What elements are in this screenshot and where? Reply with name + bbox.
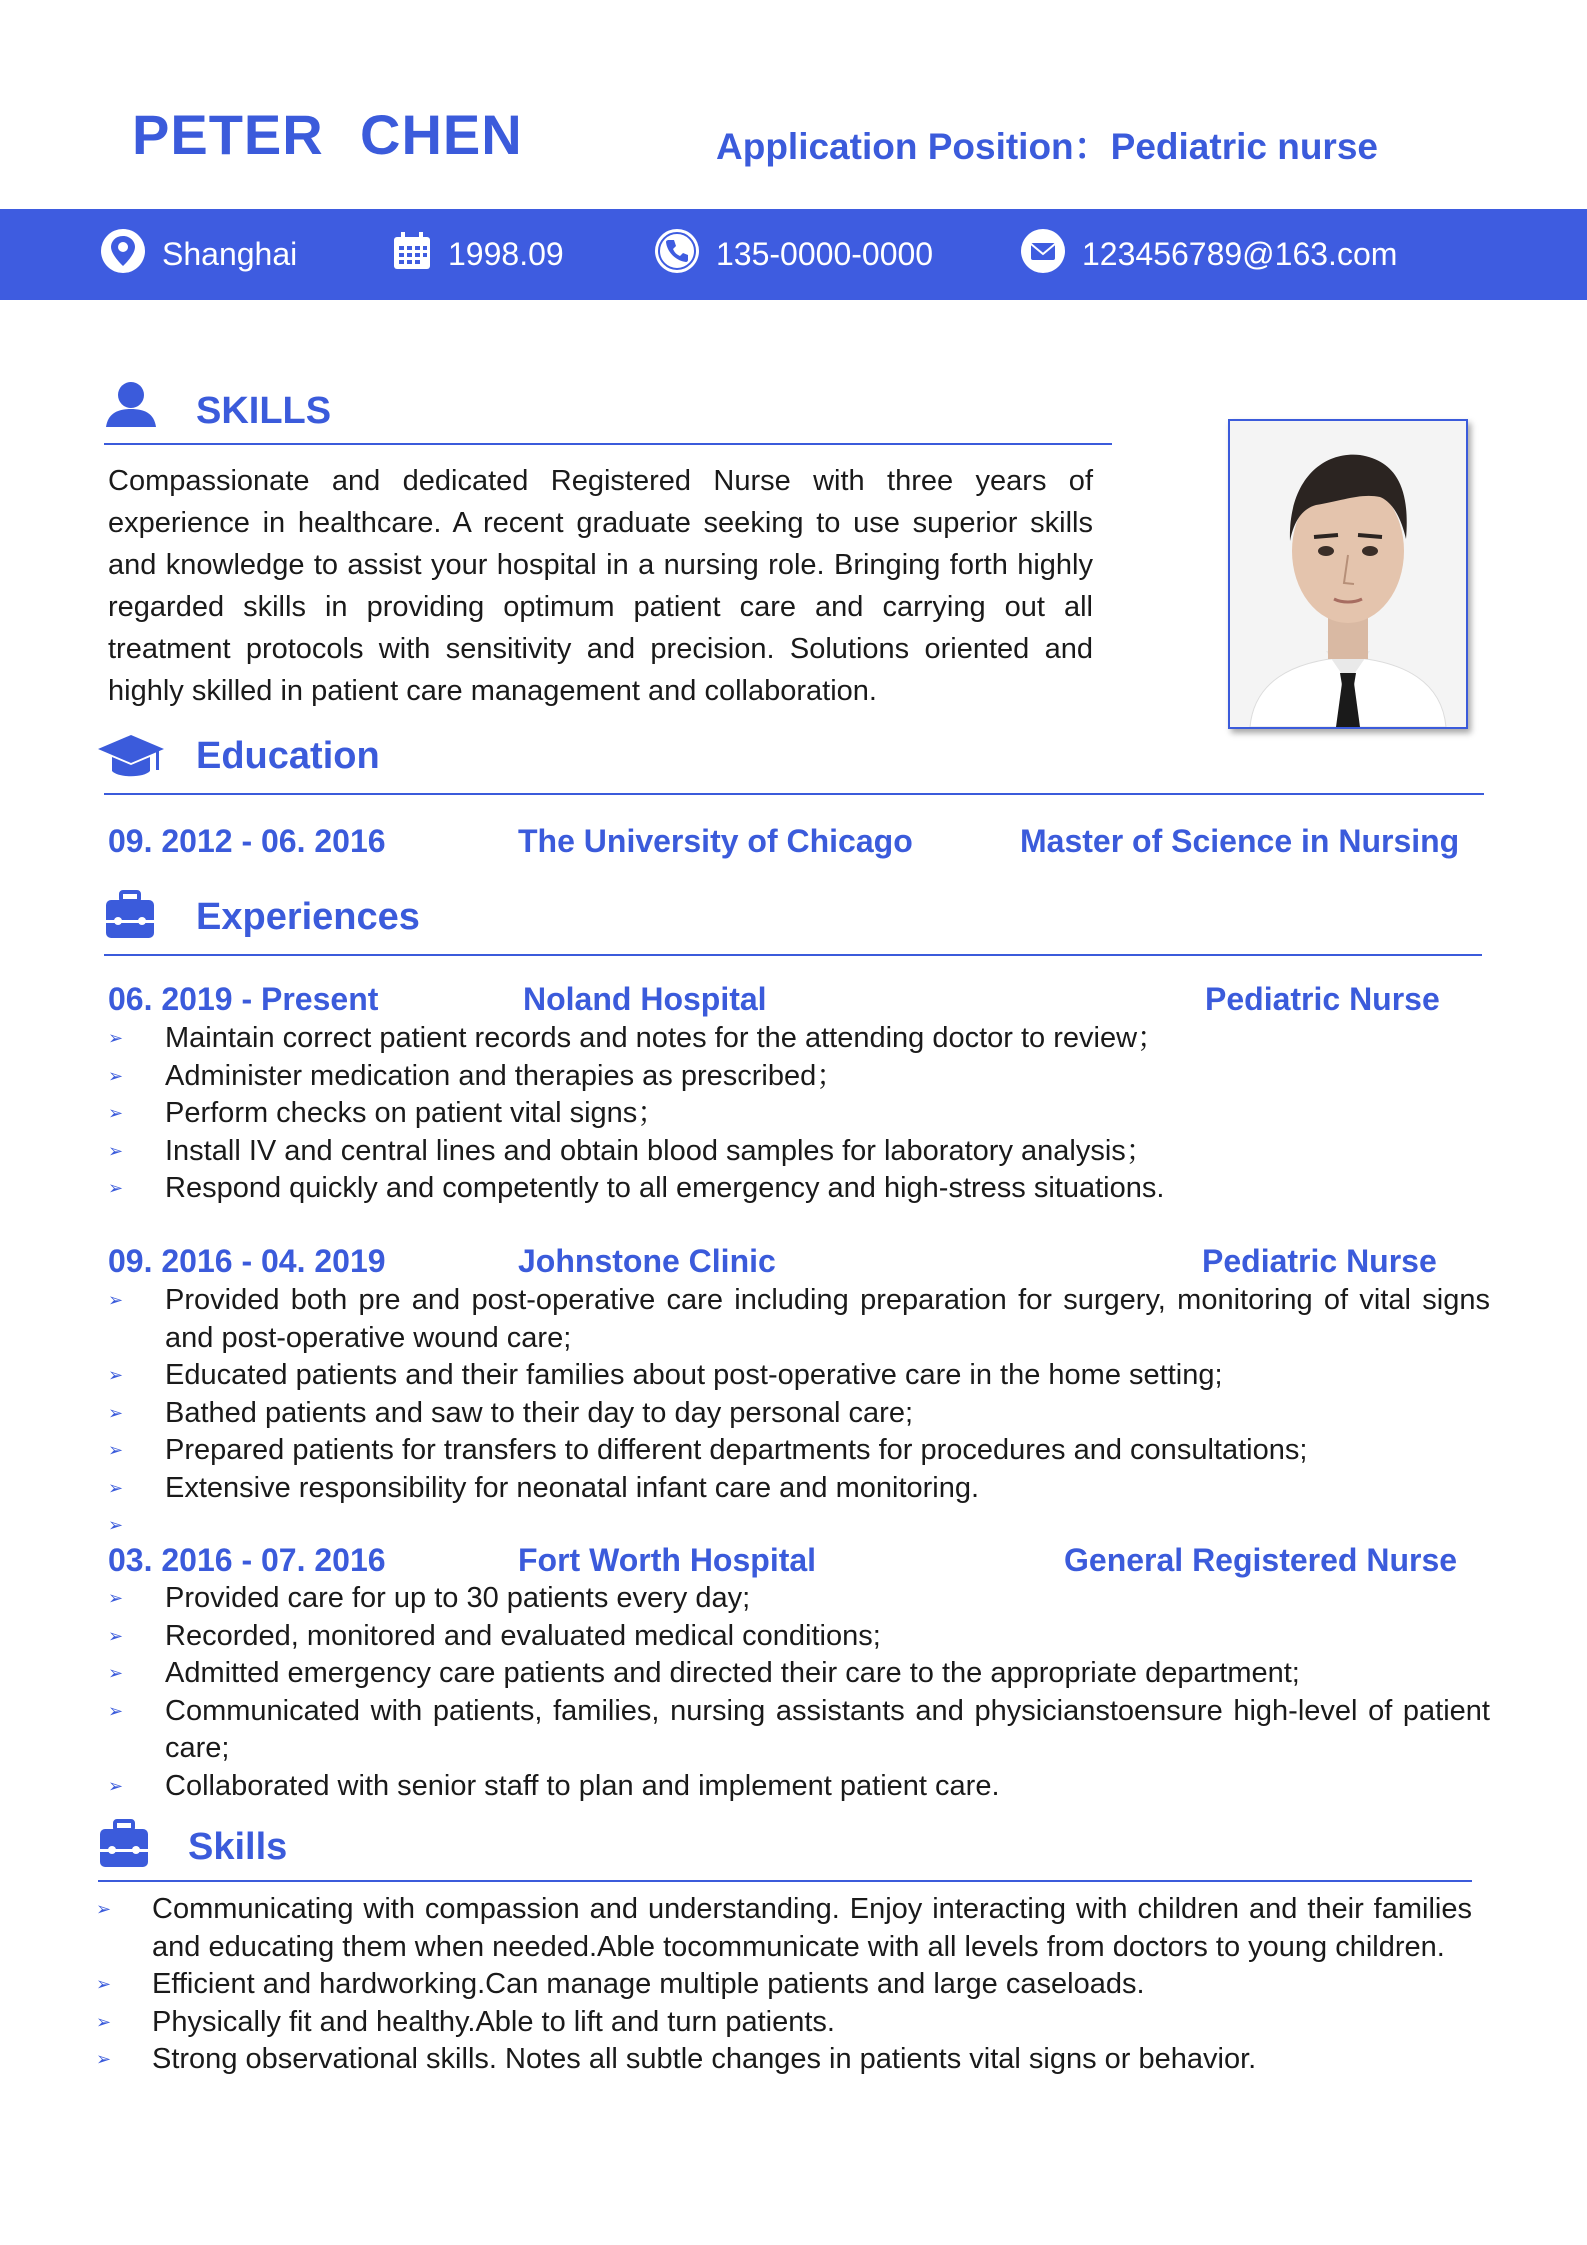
contact-phone (654, 209, 933, 300)
arrow-bullet-icon: ➢ (96, 2049, 112, 2069)
list-item: ➢ Communicated with patients, families, nursing assistants and physicianstoensure high-level of patient care; (108, 1694, 1490, 1764)
arrow-bullet-icon: ➢ (108, 1290, 124, 1310)
arrow-bullet-icon: ➢ (108, 1140, 124, 1161)
arrow-bullet-icon: ➢ (96, 1899, 112, 1919)
birth-text: 1998.09 (448, 236, 564, 272)
first-name: PETER (132, 103, 324, 166)
arrow-bullet-icon: ➢ (108, 1065, 124, 1086)
arrow-bullet-icon: ➢ (96, 2011, 112, 2032)
envelope-icon (1020, 228, 1082, 282)
experiences-title: Experiences (196, 896, 420, 938)
list-item: ➢ Strong observational skills. Notes all subtle changes in patients vital signs or behavior. (96, 2041, 1472, 2079)
list-item: ➢ Prepared patients for transfers to different departments for procedures and consultations; (108, 1432, 1490, 1470)
job-1-org: Noland Hospital (523, 981, 767, 1017)
profile-photo (1228, 419, 1468, 729)
contact-band (0, 209, 1587, 300)
job-2-org: Johnstone Clinic (518, 1243, 776, 1279)
phone-text: 135-0000-0000 (716, 236, 934, 272)
arrow-bullet-icon: ➢ (108, 1477, 124, 1498)
contact-location (100, 209, 297, 300)
briefcase-icon (98, 1819, 150, 1874)
arrow-bullet-icon: ➢ (108, 1103, 124, 1123)
last-name: CHEN (360, 103, 523, 166)
arrow-bullet-icon: ➢ (96, 1974, 112, 1994)
phone-icon (654, 228, 716, 282)
arrow-bullet-icon: ➢ (108, 1028, 124, 1048)
skills-rule (98, 1880, 1472, 1882)
job-1-bullets (108, 1020, 1490, 1208)
arrow-bullet-icon: ➢ (108, 1625, 124, 1646)
skills-bullets (96, 1891, 1472, 2079)
job-2-bullets (108, 1282, 1490, 1535)
list-item: ➢ Respond quickly and competently to all emergency and high-stress situations. (108, 1170, 1490, 1208)
list-item: ➢ Extensive responsibility for neonatal infant care and monitoring. (108, 1470, 1490, 1508)
job-2-date: 09. 2016 - 04. 2019 (108, 1243, 386, 1279)
application-position: Application Position：Pediatric nurse (716, 126, 1378, 167)
education-school: The University of Chicago (518, 823, 913, 859)
list-item: ➢ Provided both pre and post-operative care including preparation for surgery, monitoring of vital signs and post-operative wound care; (108, 1284, 1490, 1354)
summary-rule (104, 443, 1112, 445)
summary-text: Compassionate and dedicated Registered Nurse with three years of experience in healthcare. A recent graduate seeking to use superior skills and knowledge to assist your hospital in a nursing role. Bringing forth highly regarded skills in providing optimum patient care and carrying out all treatment protocols with sensitivity and precision. Solutions oriented and highly skilled in patient care management and collaboration. (108, 465, 1093, 707)
list-item: ➢ Educated patients and their families about post-operative care in the home setting; (108, 1357, 1490, 1395)
arrow-bullet-icon: ➢ (108, 1402, 124, 1423)
arrow-bullet-icon: ➢ (108, 1440, 124, 1460)
job-3-date: 03. 2016 - 07. 2016 (108, 1542, 386, 1578)
list-item: ➢ Admitted emergency care patients and directed their care to the appropriate department; (108, 1655, 1490, 1693)
job-1-role: Pediatric Nurse (1205, 981, 1440, 1017)
arrow-bullet-icon: ➢ (108, 1178, 124, 1198)
calendar-icon (392, 231, 448, 279)
location-text: Shanghai (162, 236, 298, 272)
arrow-bullet-icon: ➢ (108, 1588, 124, 1608)
list-item: ➢ Physically fit and healthy.Able to lift and turn patients. (96, 2004, 1472, 2042)
education-degree: Master of Science in Nursing (1020, 823, 1460, 859)
list-item: ➢ Maintain correct patient records and notes for the attending doctor to review； (108, 1020, 1490, 1058)
skills-title: Skills (188, 1826, 288, 1868)
arrow-bullet-icon: ➢ (108, 1515, 124, 1535)
arrow-bullet-icon: ➢ (108, 1365, 124, 1385)
arrow-bullet-icon: ➢ (108, 1700, 124, 1721)
briefcase-icon (104, 890, 156, 945)
experiences-rule (104, 954, 1482, 956)
job-1-date: 06. 2019 - Present (108, 981, 379, 1017)
job-2-role: Pediatric Nurse (1202, 1243, 1437, 1279)
list-item: ➢ Communicating with compassion and understanding. Enjoy interacting with children and their families and educating them when needed.Able tocommunicate with all levels from doctors to young children. (96, 1893, 1472, 1963)
list-item: ➢ Administer medication and therapies as prescribed； (108, 1058, 1490, 1096)
job-3-role: General Registered Nurse (1064, 1542, 1458, 1578)
graduation-cap-icon (96, 733, 166, 786)
person-icon (104, 381, 158, 434)
location-pin-icon (100, 228, 162, 282)
contact-email (1020, 209, 1397, 300)
arrow-bullet-icon: ➢ (108, 1663, 124, 1683)
list-item: ➢ Provided care for up to 30 patients every day; (108, 1580, 1490, 1618)
education-title: Education (196, 735, 380, 777)
contact-birth (392, 209, 564, 300)
education-date: 09. 2012 - 06. 2016 (108, 823, 386, 859)
list-item: ➢ Install IV and central lines and obtain blood samples for laboratory analysis； (108, 1133, 1490, 1171)
summary-title: SKILLS (196, 390, 332, 432)
arrow-bullet-icon: ➢ (108, 1775, 124, 1796)
list-item: ➢ Bathed patients and saw to their day to day personal care; (108, 1395, 1490, 1433)
list-item: ➢ Perform checks on patient vital signs； (108, 1095, 1490, 1133)
education-rule (104, 793, 1484, 795)
list-item: ➢ Recorded, monitored and evaluated medical conditions; (108, 1618, 1490, 1656)
list-item: ➢ Collaborated with senior staff to plan and implement patient care. (108, 1768, 1490, 1806)
list-item: ➢ Efficient and hardworking.Can manage multiple patients and large caseloads. (96, 1966, 1472, 2004)
job-3-bullets (108, 1580, 1490, 1805)
job-3-org: Fort Worth Hospital (518, 1542, 817, 1578)
email-text: 123456789@163.com (1082, 236, 1398, 272)
